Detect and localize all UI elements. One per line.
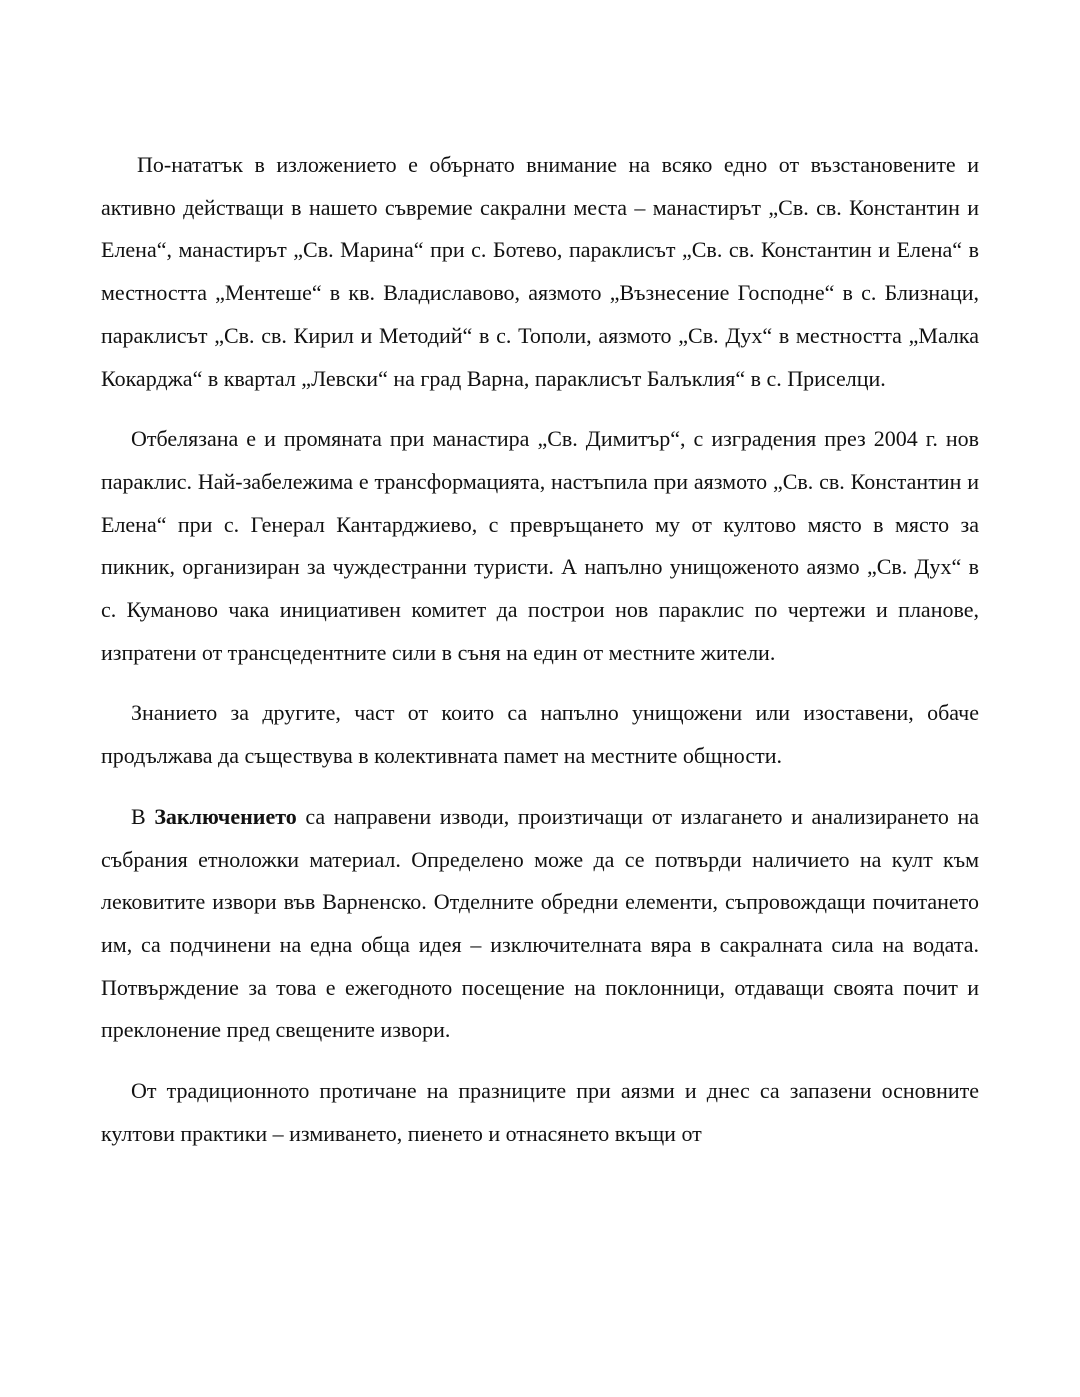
paragraph-cult-practices [101, 1070, 979, 1155]
paragraph-collective-memory [101, 692, 979, 777]
paragraph-text: Знанието за другите, част от които са напълно унищожени или изоставени, обаче продължава да съществува в колективната памет на местните общности. [101, 700, 979, 769]
paragraph-changes [101, 418, 979, 674]
paragraph-text: По-нататък в изложението е обърнато внимание на всяко едно от възстановените и активно действащи в нашето съвремие сакрални места – манастирът „Св. св. Константин и Елена“, манастирът „Св. Марина“ при с. Ботево, параклисът „Св. св. Константин и Елена“ в местността „Ментеше“ в кв. Владиславово, аязмото „Възнесение Господне“ в с. Близнаци, параклисът „Св. св. Кирил и Методий“ в с. Тополи, аязмото „Св. Дух“ в местността „Малка Кокарджа“ в квартал „Левски“ на град Варна, параклисът Балъклия“ в с. Приселци. [101, 152, 979, 391]
paragraph-text: От традиционното протичане на празниците при аязми и днес са запазени основните култови практики – измиването, пиенето и отнасянето вкъщи от [101, 1078, 979, 1146]
paragraph-text: Отбелязана е и промяната при манастира „Св. Димитър“, с изградения през 2004 г. нов параклис. Най-забележима е трансформацията, настъпила при аязмото „Св. св. Константин и Елена“ при с. Генерал Кантарджиево, с превръщането му от култово място в място за пикник, организиран за чуждестранни туристи. А напълно унищоженото аязмо „Св. Дух“ в с. Куманово чака инициативен комитет да построи нов параклис по чертежи и планове, изпратени от трансцедентните сили в съня на един от местните жители. [101, 426, 979, 665]
conclusion-term: Заключението [154, 803, 297, 829]
paragraph-conclusion [101, 796, 979, 1052]
document-page [101, 144, 979, 1155]
paragraph-text: са направени изводи, произтичащи от излагането и анализирането на събрания етноложки материал. Определено може да се потвърди наличието на култ към лековитите извори във Варненско. Отделните обредни елементи, съпровождащи почитането им, са подчинени на една обща идея – изключителната вяра в сакралната сила на водата. Потвърждение за това е ежегодното посещение на поклонници, отдаващи своята почит и преклонение пред свещените извори. [101, 803, 979, 1043]
paragraph-sacred-places [101, 144, 979, 400]
paragraph-lead: В [131, 803, 146, 829]
